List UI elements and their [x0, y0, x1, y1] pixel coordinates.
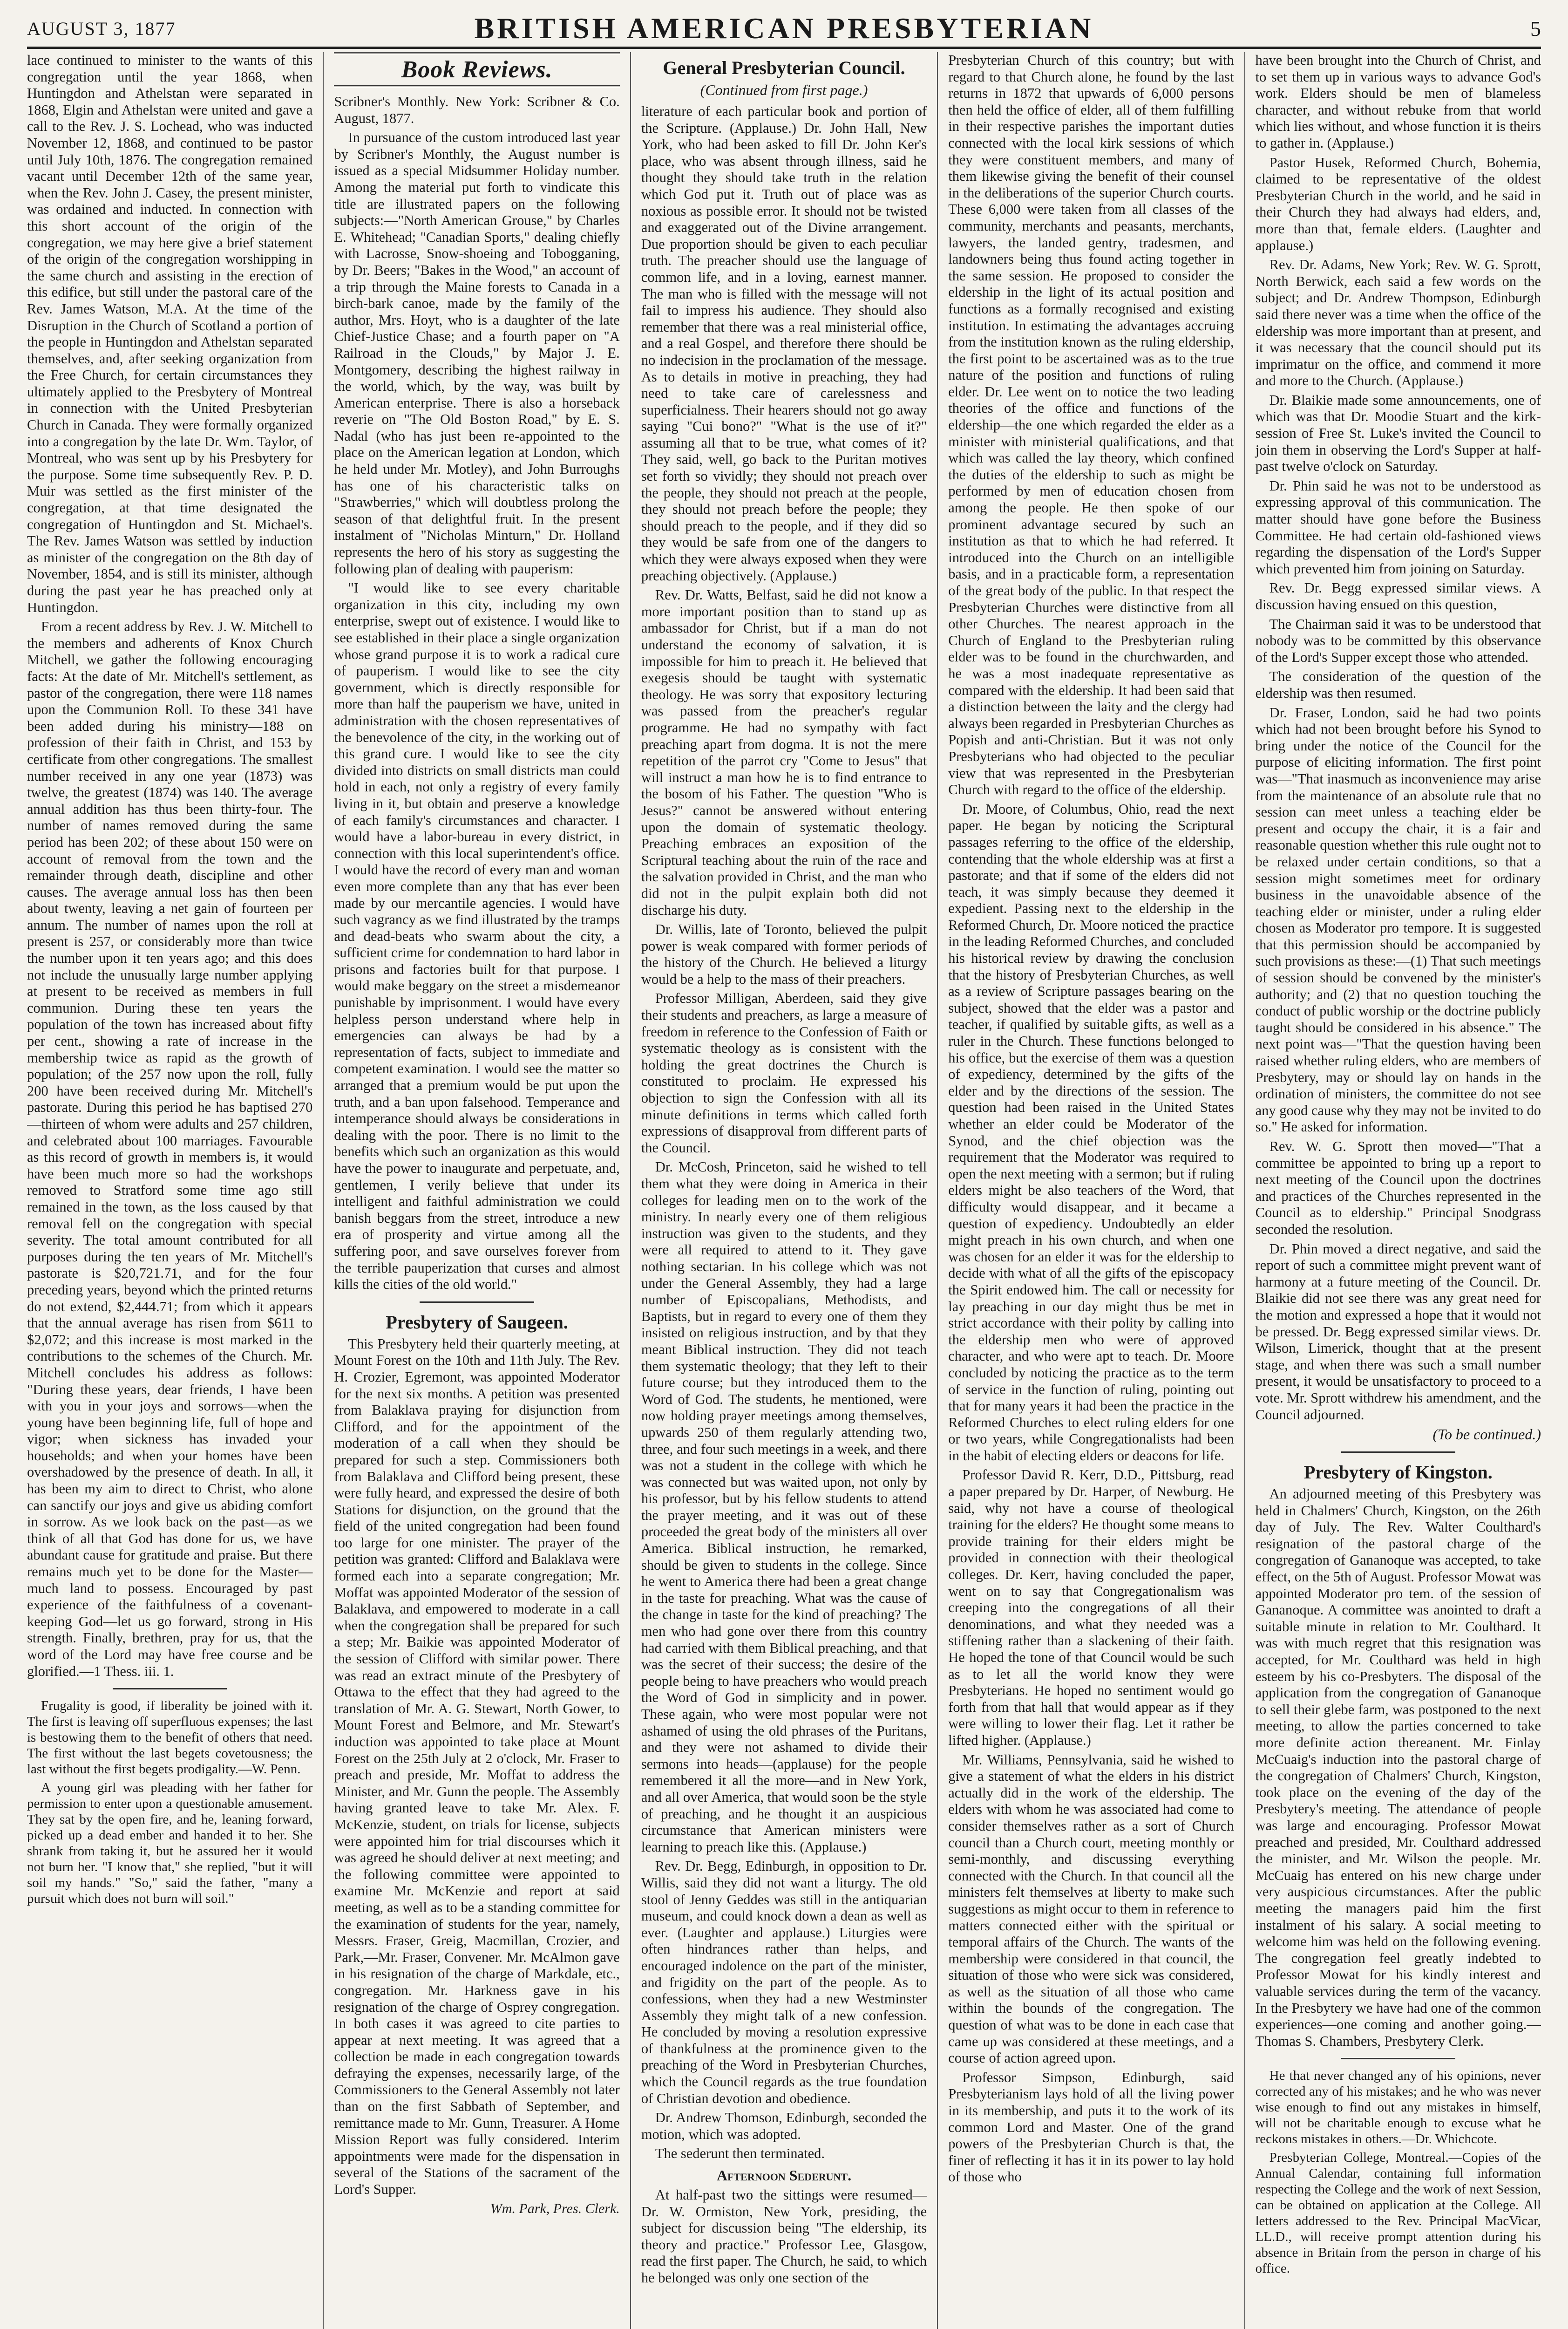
council-paragraph: Mr. Williams, Pennsylvania, said he wished to give a statement of what the elders in his district actually did in the work of the eldership. The elders with whom he was associated had come to consider themselves rather as a sort of Church council than a Church court, meeting monthly or semi-monthly, and discussing everything connected with the Church. In that council all the ministers felt themselves at liberty to make such suggestions as might occur to them in reference to matters connected either with the spiritual or temporal affairs of the Church. The wants of the membership were considered in that council, the situation of those who were sick was considered, as well as the situation of all those who came within the bounds of the congregation. The question of what was to be done in each case that came up was considered at these meetings, and a course of action agreed upon.: [948, 1751, 1234, 2066]
page-number: 5: [1530, 16, 1541, 41]
notice-block: [27, 1698, 312, 1907]
afternoon-sederunt-title: Afternoon Sederunt.: [716, 2167, 852, 2184]
masthead: [27, 10, 1541, 49]
notice-paragraph: Frugality is good, if liberality be joined with it. The first is leaving off superfluous expenses; the last is bestowing them to the benefit of others that need. The first without the last begets covetousness; the last without the first begets prodigality.—W. Penn.: [27, 1698, 313, 1777]
column-4: [937, 52, 1244, 2329]
to-be-continued-note: (To be continued.): [1432, 1426, 1541, 1443]
column-5: [1244, 52, 1541, 2329]
column-divider: [1341, 2058, 1455, 2059]
columns: [27, 52, 1541, 2329]
council-paragraph: Dr. McCosh, Princeton, said he wished to tell them what they were doing in America in their colleges for leading men on to the work of the ministry. In nearly every one of them religious instruction was given to the students, and they were all required to attend to it. They gave nothing sectarian. In his college which was not under the General Assembly, they had a large number of Episcopalians, Methodists, and Baptists, but in regard to every one of them they insisted on religious instruction, and by that they meant Biblical instruction. They did not teach them systematic theology; that they left to their future course; but they introduced them to the Word of God. The students, he mentioned, were now holding prayer meetings among themselves, upwards 250 of them regularly attending two, three, and four such meetings in a week, and there was not a student in the college with which he was connected but was waited upon, not only by his professor, but by his fellow students to attend the prayer meeting, and it was out of these proceeded the great body of the ministers all over America. Biblical instruction, he remarked, should be given to students in the college. Since he went to America there had been a great change in the taste for preaching. What was the cause of the change in taste for the kind of preaching? The men who had gone over there from this country had carried with them Biblical preaching, and that was the secret of their success; the desire of the people being to have preachers who would preach the Word of God in simplicity and in power. These again, who were most popular were not ashamed of using the old phrases of the Puritans, and they were not ashamed to divide their sermons into heads—(applause) for the people remembered it all the more—and in New York, and all over America, that would soon be the style of preaching, and he thought it an auspicious circumstance that American ministers were learning to preach like this. (Applause.): [641, 1159, 927, 1855]
council-paragraph: Dr. Andrew Thomson, Edinburgh, seconded the motion, which was adopted.: [641, 2110, 927, 2142]
review-citation: Scribner's Monthly. New York: Scribner & Co. August, 1877.: [334, 94, 620, 126]
presbytery-paragraph: This Presbytery held their quarterly meeting, at Mount Forest on the 10th and 11th July. The Rev. H. Crozier, Egremont, was appointed Moderator for the next six months. A petition was presented from Balaklava praying for disjunction from Clifford, and for the appointment of the moderation of a call when they should be prepared for such a step. Commissioners both from Balaklava and Clifford being present, these were fully heard, and expressed the desire of both Stations for disjunction, on the ground that the field of the united congregation had been found too large for one minister. The prayer of the petition was granted: Clifford and Balaklava were formed each into a separate congregation; Mr. Moffat was appointed Moderator of the session of Balaklava, and empowered to moderate in a call when the congregation shall be prepared for such a step; Mr. Baikie was appointed Moderator of the session of Clifford with similar power. There was read an extract minute of the Presbytery of Ottawa to the effect that they had agreed to the translation of Mr. A. G. Stewart, North Gower, to Mount Forest and Belmore, and Mr. Stewart's induction was appointed to take place at Mount Forest on the 25th July at 2 o'clock, Mr. Fraser to preach and preside, Mr. Moffat to address the Minister, and Mr. Gunn the people. The Assembly having granted leave to take Mr. Alex. F. McKenzie, student, on trials for license, subjects were appointed him for trial discourses which it was agreed he should deliver at next meeting; and the following committee were appointed to examine Mr. McKenzie and report at said meeting, as well as to be a standing committee for the examination of students for the year, namely, Messrs. Fraser, Greig, Macmillan, Crozier, and Park,—Mr. Fraser, Convener. Mr. McAlmon gave in his resignation of the charge of Markdale, etc., congregation. Mr. Harkness gave in his resignation of the charge of Osprey congregation. In both cases it was agreed to cite parties to appear at next meeting. It was agreed that a collection be made in each congregation towards defraying the expenses, necessarily large, of the Commissioners to the General Assembly not later than on the first Sabbath of September, and remittance made to Mr. Gunn, Treasurer. A Home Mission Report was fully considered. Interim appointments were made for the dispensation in several of the Stations of the sacrament of the Lord's Supper.: [334, 1335, 620, 2198]
section-title-book-reviews: Book Reviews.: [334, 52, 619, 87]
council-paragraph: Pastor Husek, Reformed Church, Bohemia, claimed to be representative of the oldest Presbyterian Church in the world, and he said in their Church they had always had elders, and, more than that, female elders. (Laughter and applause.): [1255, 154, 1541, 253]
council-paragraph: Professor Simpson, Edinburgh, said Presbyterianism lays hold of all the living power in its membership, and puts it to the work of its common Lord and Master. One of the grand powers of the Presbyterian Church is that, the finer of reflecting it has it in its power to lay hold of those who: [948, 2069, 1234, 2185]
council-paragraph: Dr. Fraser, London, said he had two points which had not been brought before his Synod to bring under the notice of the Council for the purpose of eliciting information. The first point was—"That inasmuch as inconvenience may arise from the maintenance of an absolute rule that no session can meet unless a teaching elder be present and occupy the chair, it is a fair and reasonable question whether this rule ought not to be relaxed under certain conditions, so that a session might sometimes meet for ordinary business in the unavoidable absence of the teaching elder or minister, under a ruling elder chosen as Moderator pro tempore. It is suggested that this permission should be accompanied by such provisions as these:—(1) That such meetings of session should be convened by the minister's authority; and (2) that no question touching the conduct of public worship or the doctrine publicly taught should be considered in his absence." The next point was—"That the question having been raised whether ruling elders, who are members of Presbytery, may or should lay on hands in the ordination of ministers, the committee do not see any good cause why they may not be invited to do so." He asked for information.: [1255, 704, 1541, 1135]
council-paragraph: The consideration of the question of the eldership was then resumed.: [1255, 668, 1541, 701]
council-paragraph: Professor David R. Kerr, D.D., Pittsburg, read a paper prepared by Dr. Harper, of Newburg. He said, why not have a course of theological training for the elders? He thought some means to provide training for their elders might be provided in connection with their theological colleges. Dr. Kerr, having concluded the paper, went on to say that Congregationalism was creeping into the congregations of all their denominations, and what they needed was a stiffening rather than a slackening of their faith. He hoped the tone of that Council would be such as to let all the world know they were Presbyterians. He hoped no sentiment would go forth from that hall that would appear as if they were willing to lower their flag. Let it rather be lifted higher. (Applause.): [948, 1467, 1234, 1748]
council-paragraph: Rev. Dr. Adams, New York; Rev. W. G. Sprott, North Berwick, each said a few words on the subject; and Dr. Andrew Thompson, Edinburgh said there never was a time when the office of the eldership was more important than at present, and it was necessary that the council should put its imprimatur on the office, and commend it more and more to the Church. (Applause.): [1255, 257, 1541, 389]
council-paragraph: Dr. Willis, late of Toronto, believed the pulpit power is weak compared with former periods of the history of the Church. He believed a liturgy would be a help to the mass of their preachers.: [641, 921, 927, 987]
newspaper-title: BRITISH AMERICAN PRESBYTERIAN: [474, 12, 1094, 45]
notice-paragraph: Presbyterian College, Montreal.—Copies of the Annual Calendar, containing full information respecting the College and the work of next Session, can be obtained on application at the College. All letters addressed to the Rev. Principal MacVicar, LL.D., will receive prompt attention during his absence in Britain from the person in charge of his office.: [1255, 2150, 1541, 2276]
council-paragraph: At half-past two the sittings were resumed—Dr. W. Ormiston, New York, presiding, the subject for discussion being "The eldership, its theory and practice." Professor Lee, Glasgow, read the first paper. The Church, he said, to which he belonged was only one section of the: [641, 2187, 927, 2286]
council-paragraph: have been brought into the Church of Christ, and to set them up in various ways to advance God's work. Elders should be men of blameless character, and without rebuke from that world which lies without, and whose function it is theirs to gather in. (Applause.): [1255, 52, 1541, 151]
council-paragraph: Dr. Moore, of Columbus, Ohio, read the next paper. He began by noticing the Scriptural passages referring to the office of the eldership, contending that the whole eldership was at first a pastorate; and that if some of the elders did not teach, it was simply because they deemed it expedient. Passing next to the eldership in the Reformed Church, Dr. Moore noticed the practice in the leading Reformed Churches, and concluded his historical review by drawing the conclusion that the history of Presbyterian Churches, as well as a review of Scripture passages bearing on the subject, showed that the elder was a pastor and teacher, if qualified by suitable gifts, as well as a ruler in the Church. These functions belonged to his office, but the exercise of them was a question of expediency, determined by the gifts of the elder and by the directions of the session. The question had been raised in the United States whether an elder could be Moderator of the Synod, and the chief objection was the requirement that the Moderator was required to open the next meeting with a sermon; but if ruling elders might be also teachers of the Word, that difficulty would disappear, and it became a question of expediency. Undoubtedly an elder might preach in his own church, and when one was chosen for an elder it was for the eldership to decide with what of all the gifts of the episcopacy the Spirit endowed him. The call or necessity for lay preaching in our day might thus be met in strict accordance with their polity by calling into the eldership men who were of approved character, and who were apt to teach. Dr. Moore concluded by noticing the practice as to the term of service in the function of ruling, pointing out that for many years it had been the practice in the Reformed Churches to elect ruling elders for one or two years, while Congregationalists had been in the habit of electing elders or deacons for life.: [948, 801, 1234, 1464]
notice-block: [1256, 2068, 1541, 2276]
continued-note: (Continued from first page.): [700, 82, 868, 98]
council-paragraph: Rev. Dr. Watts, Belfast, said he did not know a more important position than to stand up as ambassador for Christ, but if a man do not understand the economy of salvation, it is impossible for him to preach it. He believed that exegesis should be taught with systematic theology. He was sorry that expository lecturing was passed from the preacher's regular programme. He had no sympathy with fact preaching apart from dogma. It is not the mere repetition of the parrot cry "Come to Jesus" that will instruct a man how he is to find entrance to the bosom of his Father. The question "Who is Jesus?" cannot be answered without entering upon the domain of systematic theology. Preaching embraces an exposition of the Scriptural teaching about the ruin of the race and the salvation provided in Christ, and the man who did not in the pulpit explain both did not discharge his duty.: [641, 587, 927, 918]
section-title-saugeen: Presbytery of Saugeen.: [386, 1311, 568, 1333]
council-paragraph: Dr. Phin said he was not to be understood as expressing approval of this communication. The matter should have gone before the Business Committee. He had certain old-fashioned views regarding the dispensation of the Lord's Supper which prevented him from joining on Saturday.: [1255, 477, 1541, 577]
section-title-kingston: Presbytery of Kingston.: [1303, 1462, 1493, 1483]
council-paragraph: The Chairman said it was to be understood that nobody was to be committed by this observance of the Lord's Supper except those who attended.: [1255, 616, 1541, 665]
council-paragraph: Rev. Dr. Begg expressed similar views. A discussion having ensued on this question,: [1255, 580, 1541, 613]
notice-paragraph: He that never changed any of his opinions, never corrected any of his mistakes; and he who was never wise enough to find out any mistakes in himself, will not be charitable enough to excuse what he reckons mistakes in others.—Dr. Whichcote.: [1255, 2068, 1541, 2147]
kingston-paragraph: An adjourned meeting of this Presbytery was held in Chalmers' Church, Kingston, on the 26th day of July. The Rev. Walter Coulthard's resignation of the pastoral charge of the congregation of Gananoque was accepted, to take effect, on the 5th of August. Professor Mowat was appointed Moderator pro tem. of the session of Gananoque. A committee was anointed to draft a suitable minute in relation to Mr. Coulthard. It was with much regret that this resignation was accepted, for Mr. Coulthard was held in high esteem by his co-Presbyters. The disposal of the application from the congregation of Gananoque to sell their glebe farm, was postponed to the next meeting, to allow the parties concerned to take more definite action thereanent. Mr. Finlay McCuaig's induction into the pastoral charge of the congregation of Chalmers' Church, Kingston, took place on the evening of the day of the Presbytery's meeting. The attendance of people was large and encouraging. Professor Mowat preached and presided, Mr. Coulthard addressed the minister, and Mr. Wilson the people. Mr. McCuaig has entered on his new charge under very auspicious circumstances. After the public meeting the managers paid him the first instalment of his salary. A social meeting to welcome him was held on the following evening. The congregation feel greatly indebted to Professor Mowat for his kindly interest and valuable services during the term of the vacancy. In the Presbytery we have had one of the common experiences—one coming and another going.—Thomas S. Chambers, Presbytery Clerk.: [1255, 1486, 1541, 2049]
council-paragraph: Dr. Blaikie made some announcements, one of which was that Dr. Moodie Stuart and the kirk-session of Free St. Luke's invited the Council to join them in observing the Lord's Supper at half-past twelve o'clock on Saturday.: [1255, 392, 1541, 475]
presbytery-signature: Wm. Park, Pres. Clerk.: [490, 2200, 620, 2216]
column-3: [630, 52, 937, 2329]
council-paragraph: Dr. Phin moved a direct negative, and said the report of such a committee might prevent want of harmony at a future meeting of the Council. Dr. Blaikie did not see there was any great need for the motion and expressed a hope that it would not be pressed. Dr. Begg expressed similar views. Dr. Wilson, Limerick, thought that at the present stage, and when there was such a small number present, it would be unsatisfactory to proceed to a vote. Mr. Sprott withdrew his amendment, and the Council adjourned.: [1255, 1240, 1541, 1423]
column-1: [27, 52, 323, 2329]
council-paragraph: The sederunt then terminated.: [655, 2145, 825, 2162]
council-paragraph: literature of each particular book and portion of the Scripture. (Applause.) Dr. John Hall, New York, who had been asked to fill Dr. John Ker's place, who was absent through illness, said he thought they should take truth in the relation which God put it. Truth out of place was as noxious as possible error. It should not be twisted and exaggerated out of the Divine arrangement. Due proportion should be given to each peculiar truth. The preacher should use the language of common life, and in a loving, earnest manner. The man who is filled with the message will not fail to impress his audience. They should also remember that there was a real ministerial office, and a real Gospel, and therefore there should be no indecision in the proclamation of the message. As to details in motive in preaching, they had need to take care of carelessness and superficialness. Their hearers should not go away saying "Cui bono?" "What is the use of it?" assuming all that to be true, what comes of it? They said, well, go back to the Puritan motives set forth so vividly; they should not preach over the people, they should not preach at the people, they should not preach before the people; they should preach to the people, and if they did so they would be safe from one of the dangers to which they were always exposed when they were preaching objectively. (Applause.): [641, 103, 927, 584]
notice-paragraph: A young girl was pleading with her father for permission to enter upon a questionable amusement. They sat by the open fire, and he, leaning forward, picked up a dead ember and handed it to her. She shrank from taking it, but he assured her it would not burn her. "I know that," she replied, "but it will soil my hands." "So," said the father, "many a pursuit which does not burn will soil.": [27, 1780, 313, 1907]
article-paragraph: lace continued to minister to the wants of this congregation until the year 1868, when Huntingdon and Athelstan were separated in 1868, Elgin and Athelstan were united and gave a call to the Rev. J. S. Lochead, who was inducted November 12, 1868, and continued to be pastor until July 10th, 1876. The congregation remained vacant until December 12th of the same year, when the Rev. John J. Casey, the present minister, was ordained and inducted. In connection with this short account of the origin of the congregation, we may here give a brief statement of the origin of the congregation worshipping in the same church and assisting in the erection of this edifice, but still under the pastoral care of the Rev. James Watson, M.A. At the time of the Disruption in the Church of Scotland a portion of the people in Huntingdon and Athelstan separated themselves, and, after seeking organization from the Free Church, for certain circumstances they ultimately applied to the Presbytery of Montreal in connection with the United Presbyterian Church in Canada. They were formally organized into a congregation by the late Dr. Wm. Taylor, of Montreal, who was sent up by his Presbytery for the purpose. Some time subsequently Rev. P. D. Muir was settled as the first minister of the congregation, at that time designated the congregation of Huntingdon and St. Michael's. The Rev. James Watson was settled by induction as minister of the congregation on the 8th day of November, 1854, and is still its minister, although during the past year he has preached only at Huntingdon.: [27, 52, 313, 615]
section-title-council: General Presbyterian Council.: [663, 57, 905, 78]
council-paragraph: Professor Milligan, Aberdeen, said they give their students and preachers, as large a measure of freedom in reference to the Confession of Faith or systematic theology as is consistent with the holding the great doctrines the Church is constituted to proclaim. He expressed his objection to sign the Confession with all its minute definitions in terms which called forth expressions of disapproval from different parts of the Council.: [641, 990, 927, 1156]
review-quote: "I would like to see every charitable organization in this city, including my own enterprise, swept out of existence. I would like to see established in their place a single organization whose grand purpose it is to work a radical cure of pauperism. I would like to see the city government, which is directly responsible for more than half the pauperism we have, united in administration with the chosen representatives of the benevolence of the city, in the working out of this grand cure. I would like to see the city divided into districts on small districts man could hold in each, not only a registry of every family living in it, but obtain and preserve a knowledge of each family's circumstances and character. I would have a labor-bureau in every district, in connection with this local superintendent's office. I would have the record of every man and woman even more complete than any that has ever been made by our mercantile agencies. I would have such vagrancy as we find illustrated by the tramps and dead-beats who swarm about the city, a sufficient crime for condemnation to hard labor in prisons and factories built for that purpose. I would make beggary on the street a misdemeanor punishable by imprisonment. I would have every helpless person understand where help in emergencies can always be had by a representation of facts, subject to immediate and competent examination. I would see the matter so arranged that a premium would be put upon the truth, and a ban upon falsehood. Temperance and intemperance should always be considerations in dealing with the poor. There is no limit to the benefits which such an organization as this would have the power to inaugurate and perpetuate, and, gentlemen, I verily believe that under its intelligent and faithful administration we could banish beggars from the street, introduce a new era of prosperity and virtue among all the suffering poor, and save ourselves forever from the terrible pauperization that curses and almost kills the cities of the old world.": [334, 580, 620, 1293]
column-2: [323, 52, 630, 2329]
column-divider: [420, 1301, 534, 1303]
council-paragraph: Rev. W. G. Sprott then moved—"That a committee be appointed to bring up a report to next meeting of the Council upon the doctrines and practices of the Churches represented in the Council as to eldership." Principal Snodgrass seconded the resolution.: [1255, 1138, 1541, 1237]
article-paragraph: From a recent address by Rev. J. W. Mitchell to the members and adherents of Knox Church Mitchell, we gather the following encouraging facts: At the date of Mr. Mitchell's settlement, as pastor of the congregation, there were 118 names upon the Communion Roll. To these 341 have been added during his ministry—188 on profession of their faith in Christ, and 153 by certificate from other congregations. The smallest number received in any one year (1873) was twelve, the greatest (1874) was 140. The average annual addition has thus been thirty-four. The number of names removed during the same period has been 202; of these about 150 were on account of removal from the town and the remainder through death, discipline and other causes. The average annual loss has then been about twenty, leaving a net gain of fourteen per annum. The number of names upon the roll at present is 257, or considerably more than twice the number upon it ten years ago; and this does not include the unusually large number applying at present to be received as members in full communion. During these ten years the population of the town has increased about fifty per cent., showing a rate of increase in the membership twice as rapid as the growth of population; of the 257 now upon the roll, fully 200 have been received during Mr. Mitchell's pastorate. During this period he has baptised 270—thirteen of whom were adults and 257 children, and celebrated about 100 marriages. Favourable as this record of growth in members is, it would have been much more so had the workshops removed to Stratford some time ago still remained in the town, as the loss caused by that removal fell on the congregation with special severity. The total amount contributed for all purposes during the ten years of Mr. Mitchell's pastorate is $20,721.71, and for the four preceding years, beyond which the printed returns do not extend, $2,444.71; from which it appears that the annual average has risen from $611 to $2,072; and this increase is most marked in the contributions to the schemes of the Church. Mr. Mitchell concludes his address as follows: "During these years, dear friends, I have been with you in your joys and sorrows—when the young have been beginning life, full of hope and vigor; when sickness has invaded your households; and when your homes have been overshadowed by the presence of death. In all, it has been my aim to direct to Christ, who alone can sanctify our joys and give us abiding comfort in sorrow. As we look back on the past—as we think of all that God has done for us, we have abundant cause for gratitude and praise. But there remains much yet to be done for the Master—much land to possess. Encouraged by past experience of the faithfulness of a covenant-keeping God—let us go forward, strong in His strength. Finally, brethren, pray for us, that the word of the Lord may have free course and be glorified.—1 Thess. iii. 1.: [27, 619, 313, 1679]
issue-date: AUGUST 3, 1877: [27, 18, 176, 39]
review-paragraph: In pursuance of the custom introduced last year by Scribner's Monthly, the August number is issued as a special Midsummer Holiday number. Among the material put forth to vindicate this title are illustrated papers on the following subjects:—"North American Grouse," by Charles E. Whitehead; "Canadian Sports," dealing chiefly with Lacrosse, Snow-shoeing and Tobogganing, by Dr. Beers; "Bakes in the Wood," an account of a trip through the Maine forests to Canada in a birch-bark canoe, made by the family of the author, Mrs. Hoyt, who is a daughter of the late Chief-Justice Chase; and a fourth paper on "A Railroad in the Clouds," by Major J. E. Montgomery, describing the highest railway in the world, which, by the way, was built by American enterprise. There is also a horseback reverie on "The Old Boston Road," by E. S. Nadal (who has just been re-appointed to the place on the American legation at London, which he held under Mr. Motley), and John Burroughs has one of his characteristic talks on "Strawberries," which will doubtless prolong the season of that delightful fruit. In the present instalment of "Nicholas Minturn," Dr. Holland represents the hero of his story as suggesting the following plan of dealing with pauperism:: [334, 129, 620, 577]
column-divider: [113, 1688, 227, 1689]
column-divider: [1341, 1451, 1455, 1453]
council-paragraph: Rev. Dr. Begg, Edinburgh, in opposition to Dr. Willis, said they did not want a liturgy. The old stool of Jenny Geddes was still in the antiquarian museum, and could knock down a dean as well as ever. (Laughter and applause.) Liturgies were often hindrances rather than helps, and encouraged indolence on the part of the minister, and frigidity on the part of the people. As to confessions, when they had a new Westminster Assembly they might talk of a new confession. He concluded by moving a resolution expressive of thankfulness at the prominence given to the preaching of the Word in Presbyterian Churches, which the Council regards as the true foundation of Christian devotion and obedience.: [641, 1858, 927, 2106]
council-paragraph: Presbyterian Church of this country; but with regard to that Church alone, he found by the last returns in 1872 that upwards of 6,000 persons then held the office of elder, all of them fulfilling in their respective parishes the important duties connected with the local kirk sessions of which they were constituent members, and many of them likewise giving the benefit of their counsel in the deliberations of the superior Church courts. These 6,000 were taken from all classes of the community, merchants and peasants, merchants, lawyers, the landed gentry, tradesmen, and landowners being thus found acting together in the same session. He proposed to consider the eldership in the light of its actual position and functions as a formally recognised and existing institution. In estimating the advantages accruing from the institution known as the ruling eldership, the first point to be ascertained was as to the true nature of the position and functions of ruling elder. Dr. Lee went on to notice the two leading theories of the office and functions of the eldership—the one which regarded the elder as a minister with ministerial qualifications, and that which was called the lay theory, which confined the duties of the eldership to such as might be performed by men of education chosen from among the people. He then spoke of our prominent advantage secured by such an institution as that to which he had referred. It introduced into the Church on an intelligible basis, and in a practicable form, a representation of the great body of the public. In that respect the Presbyterian Churches were distinctive from all other Churches. The nearest approach in the Church of England to the Presbyterian ruling elder was to be found in the churchwarden, and he was a most inadequate representative as compared with the eldership. It had been said that a distinction between the laity and the clergy had always been regarded in Presbyterian Churches as Popish and anti-Christian. But it was not only Presbyterians who had objected to the peculiar view that was represented in the Presbyterian Church with regard to the office of the eldership.: [948, 52, 1234, 798]
